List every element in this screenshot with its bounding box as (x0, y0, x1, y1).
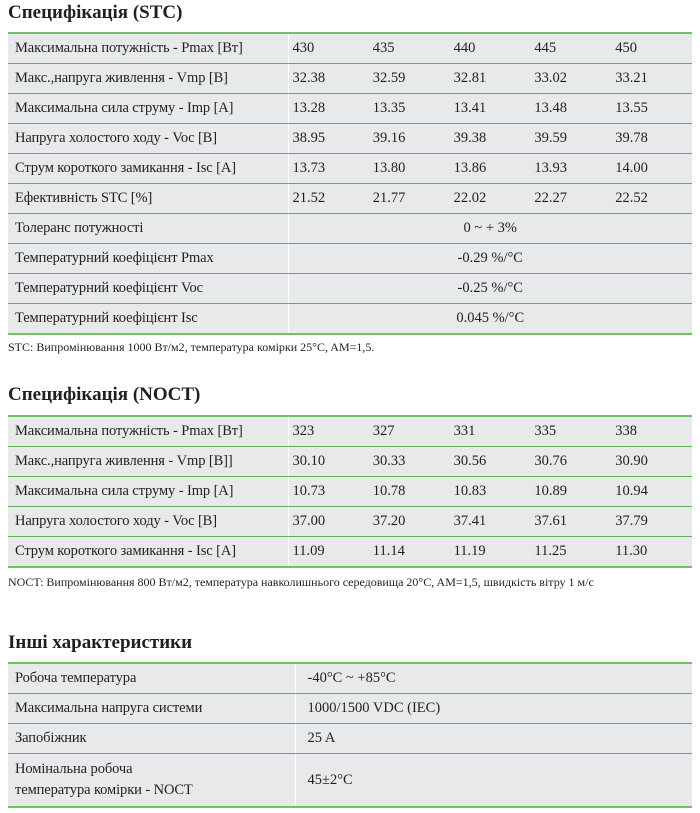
table-row (8, 124, 692, 154)
table-row (8, 33, 692, 64)
value-cell: 33.02 (530, 64, 611, 94)
value-cell: 445 (530, 33, 611, 64)
table-row (8, 184, 692, 214)
value-cell: 22.52 (611, 184, 692, 214)
merged-value-cell: 0.045 %/°C (456, 310, 525, 326)
value-cell: 1000/1500 VDC (IEC) (295, 694, 692, 724)
value-cell: 13.86 (450, 154, 531, 184)
table-row (8, 507, 692, 537)
value-cell: 327 (369, 416, 450, 447)
value-cell: 39.38 (450, 124, 531, 154)
param-label: Напруга холостого ходу - Voc [В] (8, 124, 288, 154)
param-label: Максимальна напруга системи (8, 694, 295, 724)
table-row (8, 274, 692, 304)
value-cell: 32.38 (288, 64, 369, 94)
table-row (8, 477, 692, 507)
value-cell: 30.10 (288, 447, 369, 477)
stc-heading: Специфікація (STC) (8, 2, 183, 23)
other-heading: Інші характеристики (8, 632, 193, 653)
value-cell: 32.59 (369, 64, 450, 94)
param-label: Максимальна сила струму - Imp [А] (8, 477, 288, 507)
value-cell: 11.25 (534, 543, 567, 559)
param-label (8, 754, 295, 808)
value-cell: 30.33 (369, 447, 450, 477)
param-label: Максимальна потужність - Pmax [Вт] (8, 416, 288, 447)
table-row (8, 537, 692, 568)
table-row (8, 447, 692, 477)
value-cell: 435 (369, 33, 450, 64)
value-cell: 30.76 (530, 447, 611, 477)
value-cell: 37.00 (288, 507, 369, 537)
value-cell: 323 (288, 416, 369, 447)
noct-footnote: NOCT: Випромінювання 800 Вт/м2, температура навколишнього середовища 20°C, AM=1,5, швидкість вітру 1 м/с (8, 575, 594, 589)
value-cell: 37.61 (530, 507, 611, 537)
value-cell: 10.78 (369, 477, 450, 507)
value-cell: 13.55 (611, 94, 692, 124)
table-row (8, 244, 692, 274)
table-row (8, 64, 692, 94)
merged-value-cell: -0.25 %/°C (288, 274, 692, 304)
table-row (8, 724, 692, 754)
value-cell: 14.00 (611, 154, 692, 184)
value-cell: 10.89 (530, 477, 611, 507)
value-cell: 33.21 (611, 64, 692, 94)
value-cell: 30.90 (611, 447, 692, 477)
value-cell: 13.80 (369, 154, 450, 184)
param-label-line: Номінальна робоча (15, 761, 133, 777)
param-label: Ефективність STC [%] (8, 184, 288, 214)
param-label: Температурний коефіцієнт Pmax (8, 244, 288, 274)
value-cell: 13.93 (530, 154, 611, 184)
param-label: Температурний коефіцієнт Isc (8, 304, 288, 335)
noct-heading: Специфікація (NOCT) (8, 384, 201, 405)
table-row (8, 214, 692, 244)
value-cell: 37.79 (611, 507, 692, 537)
param-label: Струм короткого замикання - Isc [А] (8, 154, 288, 184)
stc-table (8, 32, 692, 335)
value-cell: 331 (450, 416, 531, 447)
table-row (8, 754, 692, 808)
value-cell: 45±2°C (307, 771, 353, 788)
table-row (8, 694, 692, 724)
value-cell: 30.56 (450, 447, 531, 477)
value-cell: 13.73 (288, 154, 369, 184)
value-cell: 39.16 (369, 124, 450, 154)
param-label: Максимальна сила струму - Imp [А] (8, 94, 288, 124)
param-label: Струм короткого замикання - Isc [А] (8, 537, 288, 568)
value-cell: 39.78 (611, 124, 692, 154)
value-cell: 10.94 (611, 477, 692, 507)
noct-table (8, 415, 692, 568)
value-cell: -40°C ~ +85°C (295, 663, 692, 694)
value-cell: 338 (611, 416, 692, 447)
value-cell: 10.83 (450, 477, 531, 507)
table-row (8, 154, 692, 184)
value-cell: 37.41 (450, 507, 531, 537)
param-label: Робоча температура (8, 663, 295, 694)
value-cell: 11.14 (372, 543, 405, 559)
value-cell: 10.73 (288, 477, 369, 507)
table-row (8, 663, 692, 694)
param-label-line: температура комірки - NOCT (15, 782, 193, 798)
other-table (8, 662, 692, 808)
value-cell: 440 (450, 33, 531, 64)
value-cell: 22.02 (450, 184, 531, 214)
value-cell: 39.59 (530, 124, 611, 154)
value-cell: 21.52 (288, 184, 369, 214)
value-cell: 22.27 (530, 184, 611, 214)
param-label: Макс.,напруга живлення - Vmp [В]] (8, 447, 288, 477)
table-row (8, 304, 692, 335)
param-label: Максимальна потужність - Pmax [Вт] (8, 33, 288, 64)
param-label: Запобіжник (8, 724, 295, 754)
param-label: Макс.,напруга живлення - Vmp [В] (8, 64, 288, 94)
table-row (8, 416, 692, 447)
param-label: Температурний коефіцієнт Voc (8, 274, 288, 304)
value-cell: 430 (288, 33, 369, 64)
value-cell: 13.35 (369, 94, 450, 124)
stc-footnote: STC: Випромінювання 1000 Вт/м2, температура комірки 25°C, AM=1,5. (8, 340, 375, 354)
value-cell: 13.28 (288, 94, 369, 124)
table-row (8, 94, 692, 124)
value-cell: 11.09 (292, 543, 325, 559)
merged-value-cell: 0 ~ + 3% (288, 214, 692, 244)
value-cell: 37.20 (369, 507, 450, 537)
value-cell: 450 (611, 33, 692, 64)
value-cell: 335 (530, 416, 611, 447)
value-cell: 38.95 (288, 124, 369, 154)
merged-value-cell: -0.29 %/°C (288, 244, 692, 274)
value-cell: 11.19 (453, 543, 486, 559)
value-cell: 13.48 (530, 94, 611, 124)
param-label: Толеранс потужності (8, 214, 288, 244)
value-cell: 11.30 (615, 543, 648, 559)
value-cell: 25 A (295, 724, 692, 754)
value-cell: 21.77 (369, 184, 450, 214)
value-cell: 32.81 (450, 64, 531, 94)
value-cell: 13.41 (450, 94, 531, 124)
param-label: Напруга холостого ходу - Voc [В] (8, 507, 288, 537)
